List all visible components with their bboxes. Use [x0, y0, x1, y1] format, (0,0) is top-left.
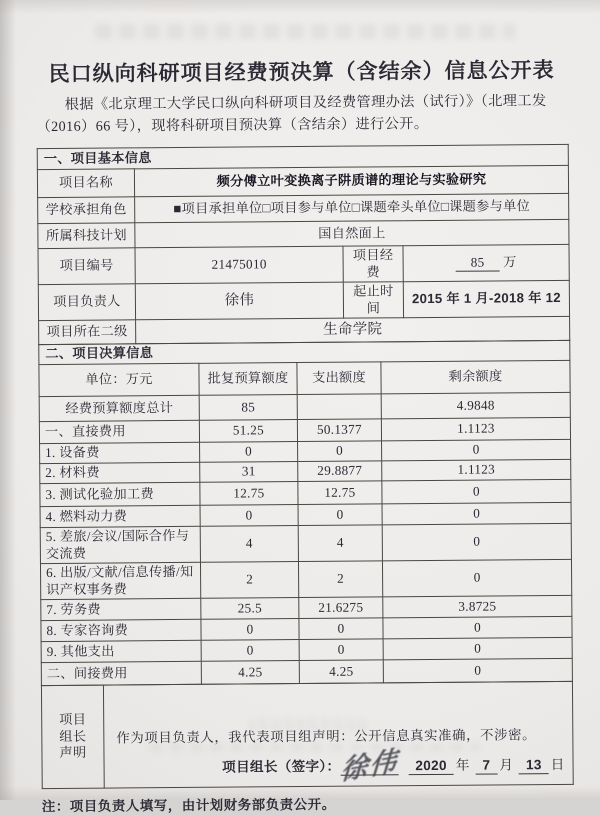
budget-spent: 4 [298, 525, 382, 562]
date-day: 13 [519, 757, 549, 774]
handwritten-signature: 徐伟 [339, 745, 400, 786]
school-role-value: ■项目承担单位□项目参与单位□课题牵头单位□课题参与单位 [135, 193, 569, 222]
declaration-side-line: 组长 [59, 728, 87, 744]
budget-table [38, 340, 573, 686]
date-month-unit: 月 [499, 757, 514, 773]
budget-row-label: 9. 其他支出 [41, 640, 201, 662]
section2-title: 二、项目决算信息 [39, 340, 570, 364]
col-approved-header: 批复预算额度 [199, 363, 297, 396]
signature-row [222, 745, 567, 786]
budget-row-label: 5. 差旅/会议/国际合作与交流费 [40, 526, 200, 563]
budget-spent: 0 [298, 441, 382, 462]
budget-approved: 0 [201, 640, 299, 662]
budget-remaining: 1.1123 [381, 417, 570, 440]
intro-paragraph: 根据《北京理工大学民口纵向科研项目及经费管理办法（试行）》（北理工发（2016）66 号），现将科研项目预决算（含结余）进行公开。 [36, 93, 547, 136]
form-sheet [36, 54, 573, 815]
signature-date [408, 757, 566, 775]
budget-approved: 0 [201, 619, 299, 641]
funds-unit: 万 [503, 254, 517, 270]
budget-approved: 31 [200, 462, 298, 483]
budget-row [40, 523, 571, 563]
budget-remaining: 0 [382, 559, 571, 596]
budget-row-label: 8. 专家咨询费 [41, 619, 201, 641]
project-name-row [37, 165, 568, 197]
budget-approved: 12.75 [200, 482, 298, 506]
plan-label: 所属科技计划 [38, 223, 135, 249]
col-remaining-header: 剩余额度 [381, 360, 570, 393]
form-title: 民口纵向科研项目经费预决算（含结余）信息公开表 [48, 58, 555, 86]
budget-spent: 21.6275 [299, 597, 383, 619]
budget-row-label: 一、直接费用 [39, 420, 199, 443]
footnote: 注：项目负责人填写，由计划财务部负责公开。 [41, 796, 336, 815]
budget-remaining: 0 [382, 502, 571, 524]
budget-row-label: 经费预算额度总计 [39, 395, 199, 421]
budget-row-label: 3. 测试化验加工费 [40, 482, 200, 506]
budget-approved: 51.25 [199, 420, 297, 443]
budget-row [40, 559, 571, 599]
declaration-side-line: 项目 [59, 711, 87, 728]
basic-info-table [37, 144, 571, 345]
budget-row-label: 6. 出版/文献/信息传播/知识产权事务费 [40, 562, 200, 599]
project-code-row [38, 244, 569, 284]
budget-spent: 2 [298, 561, 382, 598]
date-year-unit: 年 [455, 757, 470, 773]
budget-row-label: 4. 燃料动力费 [40, 505, 200, 527]
col-spent-header: 支出额度 [297, 362, 381, 395]
funds-amount: 85 [456, 255, 500, 272]
leader-value: 徐伟 [135, 282, 343, 320]
budget-approved: 2 [200, 562, 298, 599]
budget-row-label: 二、间接费用 [41, 661, 201, 685]
budget-remaining: 0 [383, 637, 572, 659]
date-year: 2020 [408, 758, 454, 775]
budget-remaining: 0 [382, 439, 571, 460]
dept-label: 项目所在二级 [39, 320, 136, 345]
date-month: 7 [475, 757, 497, 774]
budget-remaining: 1.1123 [382, 459, 571, 480]
leader-row [38, 280, 569, 320]
declaration-table [41, 681, 574, 789]
budget-spent: 4.25 [299, 660, 383, 684]
declaration-row [41, 681, 573, 788]
plan-value: 国自然面上 [135, 219, 569, 247]
budget-spent: 0 [299, 639, 383, 661]
signature-line [339, 745, 400, 786]
budget-approved: 4.25 [201, 661, 299, 685]
budget-spent: 50.1377 [297, 419, 381, 442]
declaration-side-line: 声明 [59, 744, 87, 761]
budget-spent: 12.75 [298, 481, 382, 505]
declaration-side-label [41, 685, 104, 788]
budget-approved: 4 [200, 526, 298, 563]
project-code-label: 项目编号 [38, 248, 135, 285]
budget-approved: 0 [200, 442, 298, 463]
declaration-content [103, 681, 573, 788]
dept-value: 生命学院 [136, 316, 570, 343]
budget-approved: 25.5 [201, 598, 299, 620]
budget-remaining: 4.9848 [381, 392, 570, 418]
budget-remaining: 3.8725 [383, 595, 572, 617]
budget-spent: 29.8877 [298, 461, 382, 482]
project-name-value: 频分傅立叶变换离子阱质谱的理论与实验研究 [134, 165, 568, 196]
date-day-unit: 日 [550, 756, 565, 773]
school-role-label: 学校承担角色 [38, 197, 135, 224]
budget-approved: 0 [200, 505, 298, 527]
project-code-value: 21475010 [135, 246, 343, 284]
sign-label: 项目组长（签字）： [222, 758, 341, 775]
leader-label: 项目负责人 [38, 284, 135, 321]
budget-remaining: 0 [382, 523, 571, 560]
budget-column-headers [39, 360, 570, 396]
budget-row-label: 1. 设备费 [40, 442, 200, 463]
project-name-label: 项目名称 [37, 169, 134, 198]
budget-spent: 0 [298, 504, 382, 526]
period-label: 起止时间 [343, 282, 403, 318]
funds-value [403, 244, 569, 281]
budget-remaining: 0 [383, 658, 572, 682]
budget-approved: 85 [199, 395, 297, 421]
budget-row-label: 7. 劳务费 [41, 598, 201, 620]
budget-spent [297, 394, 381, 420]
budget-spent: 0 [299, 618, 383, 640]
funds-label: 项目经费 [343, 246, 403, 282]
page-showthrough-top [95, 24, 515, 39]
unit-header: 单位：万元 [39, 363, 199, 396]
budget-row-label: 2. 材料费 [40, 462, 200, 483]
period-value: 2015 年 1 月-2018 年 12 [403, 280, 569, 317]
budget-remaining: 0 [382, 479, 571, 503]
declaration-statement: 作为项目负责人，我代表项目组声明：公开信息真实准确，不涉密。 [116, 727, 537, 746]
budget-remaining: 0 [383, 616, 572, 638]
section1-title: 一、项目基本信息 [37, 144, 568, 169]
